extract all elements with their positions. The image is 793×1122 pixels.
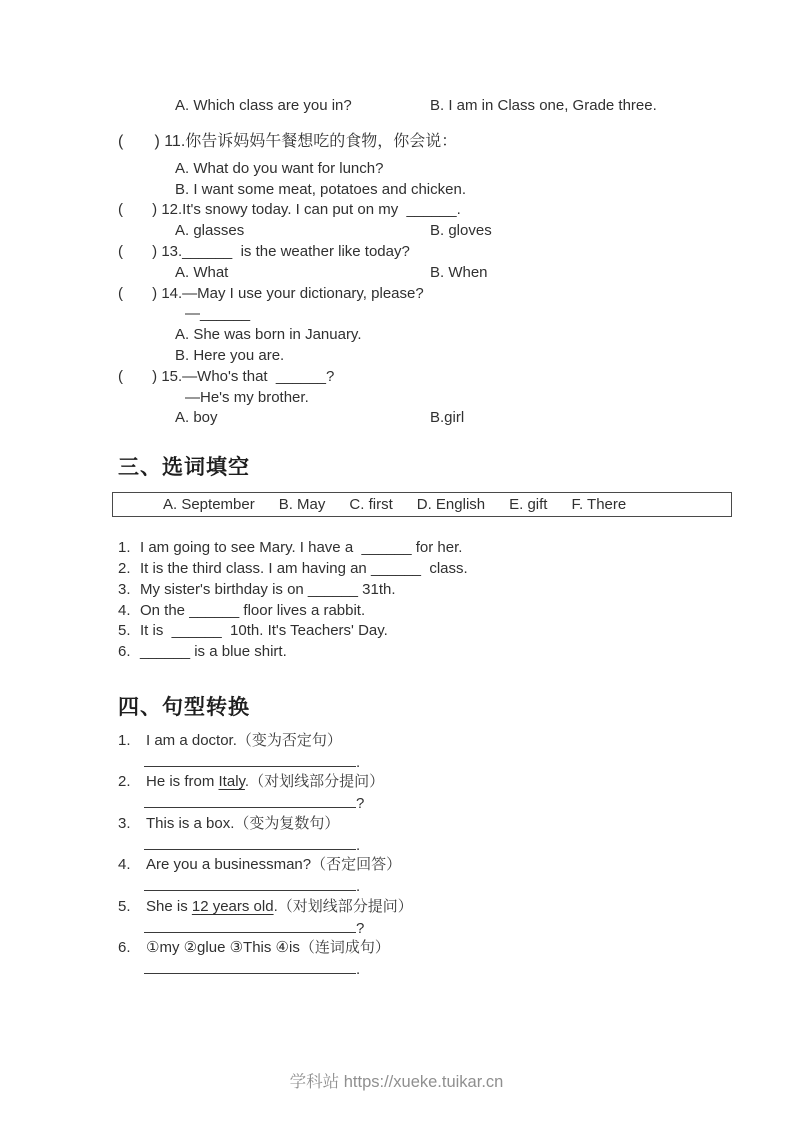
fill-item	[118, 559, 733, 580]
fill-item-text: It is ______ 10th. It's Teachers' Day.	[140, 622, 388, 640]
answer-line	[118, 875, 733, 896]
question-11-option-a: A. What do you want for lunch?	[175, 159, 384, 177]
question-14-reply-blank: —______	[185, 305, 251, 323]
transform-item-number: 5.	[118, 897, 131, 915]
fill-item-list	[118, 538, 733, 663]
fill-item-number: 6.	[118, 643, 131, 661]
answer-blank-line	[144, 834, 356, 850]
transform-item-number: 3.	[118, 814, 131, 832]
fill-item	[118, 601, 733, 622]
transform-item	[118, 771, 733, 792]
fill-item	[118, 621, 733, 642]
transform-item-list	[118, 730, 733, 979]
underlined-part: Italy	[218, 773, 245, 791]
transform-item	[118, 937, 733, 958]
answer-line	[118, 917, 733, 938]
fill-item-number: 3.	[118, 580, 131, 598]
fill-item-text: On the ______ floor lives a rabbit.	[140, 601, 366, 619]
question-12-line: ( ) 12.It's snowy today. I can put on my ______.	[118, 201, 461, 219]
question-14-line: ( ) 14.—May I use your dictionary, please?	[118, 284, 424, 302]
question-14-option-a: A. She was born in January.	[175, 326, 362, 344]
word-bank-item: F. There	[571, 496, 627, 514]
section-heading-fill: 三、选词填空	[118, 456, 250, 480]
transform-item-text: She is 12 years old.（对划线部分提问）	[146, 897, 413, 915]
answer-end-punct: .	[356, 753, 361, 771]
question-15-line: ( ) 15.—Who's that ______?	[118, 367, 335, 385]
answer-blank-line	[144, 917, 356, 933]
answer-blank-line	[144, 751, 356, 767]
question-10-options-row	[175, 96, 733, 117]
answer-end-punct: .	[356, 878, 361, 896]
fill-item	[118, 538, 733, 559]
question-15-options-row	[175, 408, 733, 429]
answer-blank-line	[144, 958, 356, 974]
fill-item-text: It is the third class. I am having an ______ class.	[140, 559, 468, 577]
word-bank-box	[112, 492, 732, 517]
transform-item	[118, 896, 733, 917]
transform-item-number: 6.	[118, 939, 131, 957]
transform-item-number: 2.	[118, 773, 131, 791]
answer-end-punct: ?	[356, 795, 365, 813]
word-bank-item: C. first	[349, 496, 393, 514]
fill-item-number: 5.	[118, 622, 131, 640]
fill-item	[118, 642, 733, 663]
answer-blank-line	[144, 792, 356, 808]
fill-item-text: I am going to see Mary. I have a ______ for her.	[140, 539, 463, 557]
answer-blank-line	[144, 875, 356, 891]
question-13-option-b: B. When	[430, 263, 488, 281]
word-bank-item: A. September	[163, 496, 255, 514]
transform-item-text: He is from Italy.（对划线部分提问）	[146, 773, 385, 791]
question-14-option-b: B. Here you are.	[175, 346, 285, 364]
question-11-option-b: B. I want some meat, potatoes and chicken.	[175, 180, 466, 198]
answer-line	[118, 958, 733, 979]
transform-item-text: This is a box.（变为复数句）	[146, 814, 340, 832]
transform-item-text: ①my ②glue ③This ④is（连词成句）	[146, 939, 390, 957]
transform-item	[118, 854, 733, 875]
fill-item-text: My sister's birthday is on ______ 31th.	[140, 580, 396, 598]
question-12-option-b: B. gloves	[430, 222, 492, 240]
transform-item-number: 4.	[118, 856, 131, 874]
question-15-option-a: A. boy	[175, 409, 218, 427]
question-12-option-a: A. glasses	[175, 222, 245, 240]
question-13-options-row	[175, 263, 733, 284]
page-footer-link[interactable]: 学科站 https://xueke.tuikar.cn	[289, 1073, 504, 1091]
question-15-option-b: B.girl	[430, 409, 465, 427]
question-15-reply: —He's my brother.	[185, 388, 309, 406]
underlined-part: 12 years old	[191, 897, 274, 915]
fill-item-number: 4.	[118, 601, 131, 619]
fill-item	[118, 580, 733, 601]
word-bank-item: B. May	[278, 496, 326, 514]
answer-line	[118, 792, 733, 813]
word-bank-item: D. English	[416, 496, 486, 514]
fill-item-number: 1.	[118, 539, 131, 557]
question-10-option-b: B. I am in Class one, Grade three.	[430, 97, 657, 114]
section-heading-transform: 四、句型转换	[118, 695, 250, 719]
answer-line	[118, 751, 733, 772]
transform-item	[118, 813, 733, 834]
question-12-options-row	[175, 221, 733, 242]
transform-item-text: Are you a businessman?（否定回答）	[146, 856, 402, 874]
answer-end-punct: .	[356, 961, 361, 979]
answer-end-punct: .	[356, 836, 361, 854]
answer-line	[118, 834, 733, 855]
question-10-option-a: A. Which class are you in?	[175, 97, 352, 114]
question-11-line: ( ) 11.你告诉妈妈午餐想吃的食物，你会说：	[118, 132, 458, 150]
question-13-line: ( ) 13.______ is the weather like today?	[118, 242, 410, 260]
transform-item-text: I am a doctor.（变为否定句）	[146, 731, 342, 749]
transform-item	[118, 730, 733, 751]
fill-item-text: ______ is a blue shirt.	[140, 643, 287, 661]
answer-end-punct: ?	[356, 919, 365, 937]
fill-item-number: 2.	[118, 559, 131, 577]
question-13-option-a: A. What	[175, 263, 229, 281]
transform-item-number: 1.	[118, 731, 131, 749]
word-bank-item: E. gift	[509, 496, 548, 514]
